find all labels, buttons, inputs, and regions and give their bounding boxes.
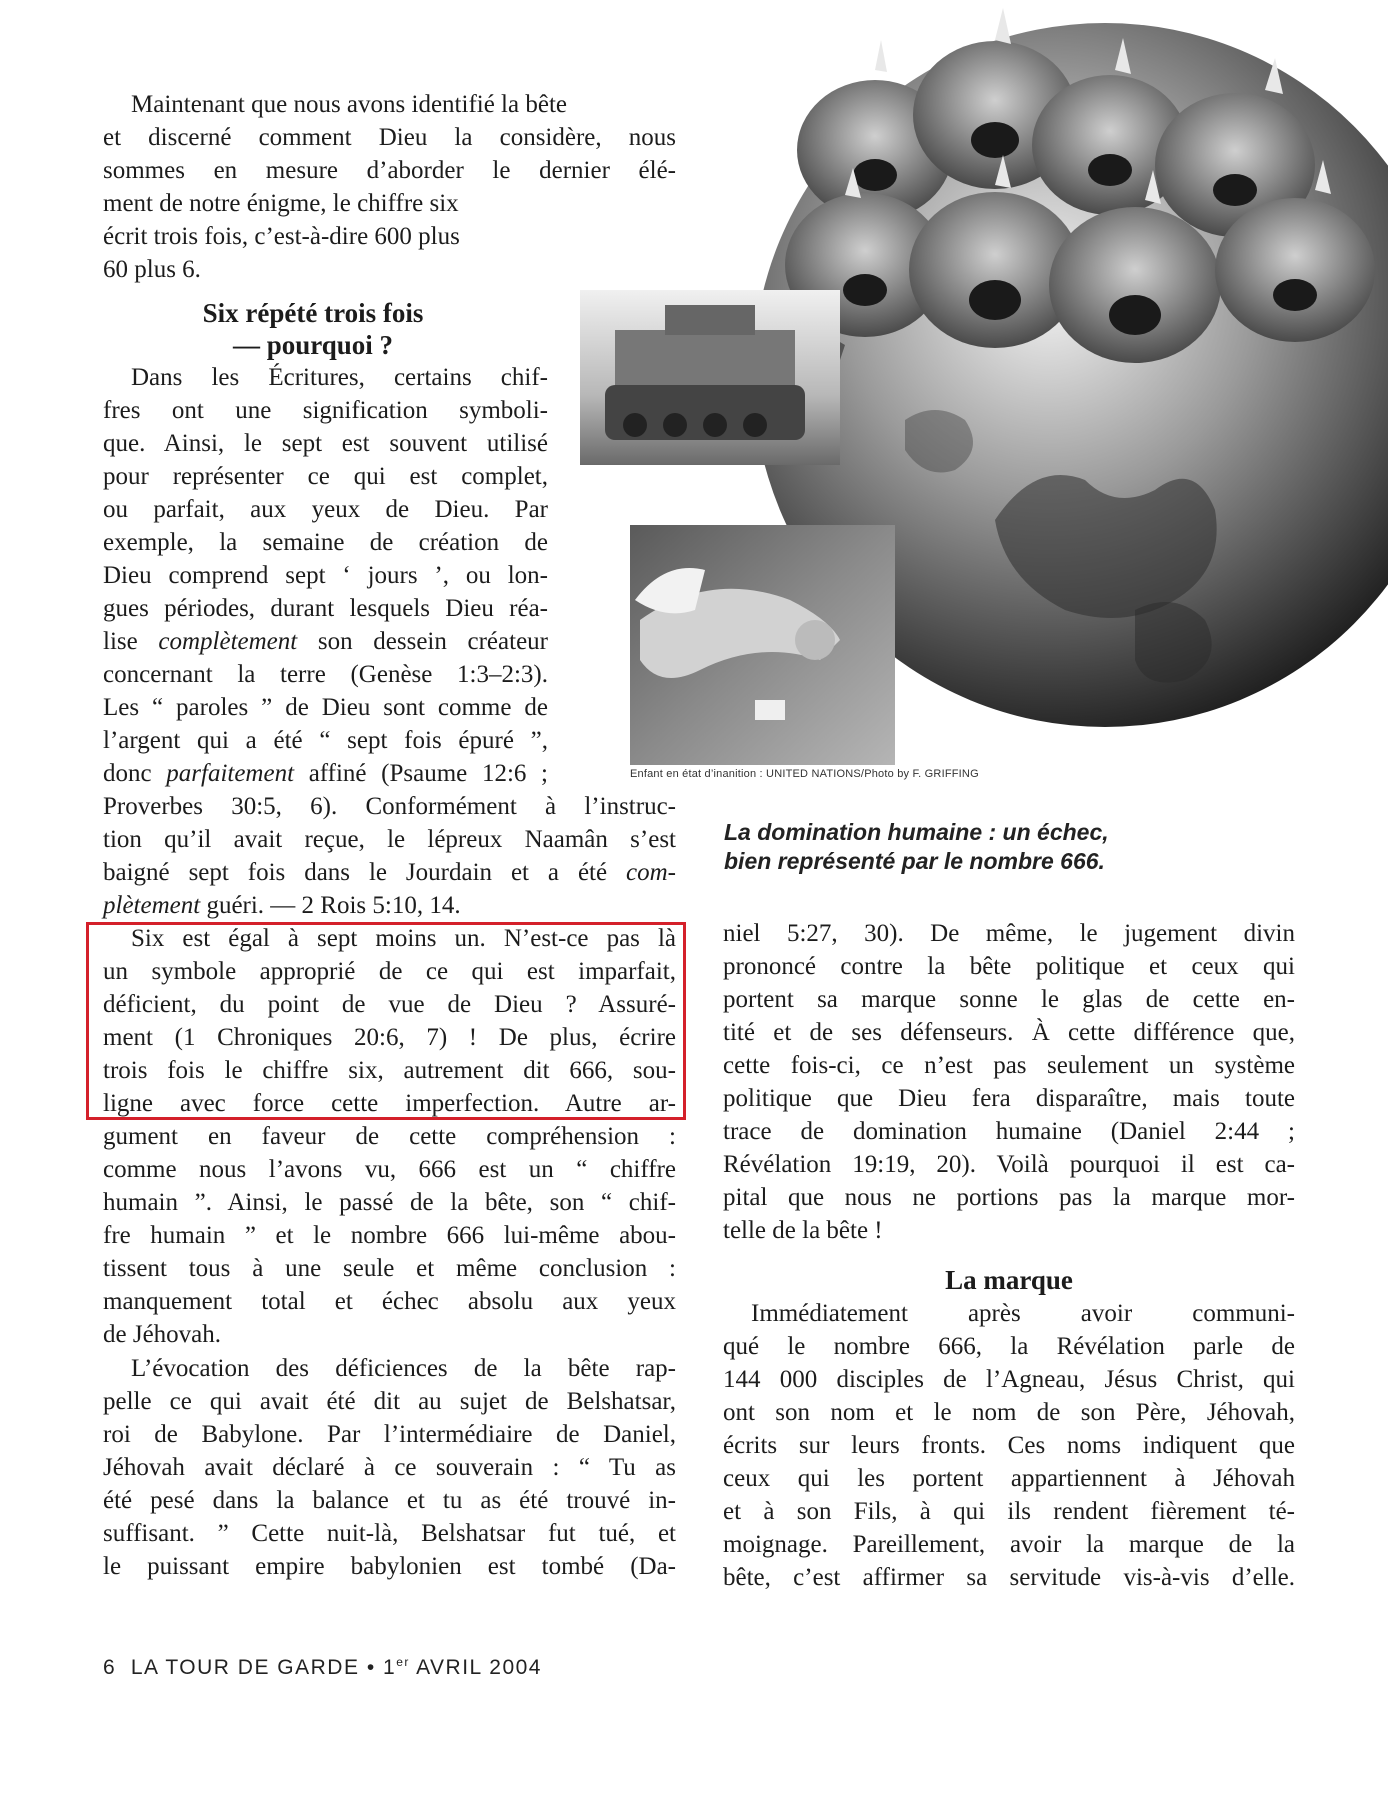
highlighted-passage [103,922,676,1120]
text-line: 144 000 disciples de l’Agneau, Jésus Christ, qui [723,1366,1295,1393]
text-line: tion qu’il avait reçue, le lépreux Naamân s’est [103,826,676,853]
text-line: tissent tous à une seule et même conclusion : [103,1255,676,1282]
text-line: que. Ainsi, le sept est souvent utilisé [103,430,548,457]
page-number: 6 [103,1656,117,1679]
publication-title: LA TOUR DE GARDE [130,1656,360,1679]
text-line: comme nous l’avons vu, 666 est un “ chiffre [103,1156,676,1183]
text-line: Proverbes 30:5, 6). Conformément à l’instruc- [103,793,676,820]
text-line: Six est égal à sept moins un. N’est-ce pas là [131,925,676,952]
footer-bullet: • [366,1656,376,1679]
text-line: suffisant. ” Cette nuit-là, Belshatsar fut tué, et [103,1520,676,1547]
text-line: fre humain ” et le nombre 666 lui-même abou- [103,1222,676,1249]
caption-line: La domination humaine : un échec, [724,819,1109,845]
date-sup: er [396,1655,410,1669]
date-month-year: AVRIL 2004 [416,1656,542,1679]
text-run: son dessein créateur [297,628,548,655]
paragraph-intro [103,88,676,286]
section-heading-la-marque: La marque [945,1265,1073,1295]
text-line: prononcé contre la bête politique et ceux qui [723,953,1295,980]
text-line: niel 5:27, 30). De même, le jugement divin [723,920,1295,947]
text-line: de Jéhovah. [103,1321,222,1348]
caption-line: bien représenté par le nombre 666. [724,848,1105,874]
text-line: qué le nombre 666, la Révélation parle de [723,1333,1295,1360]
text-line: déficient, du point de vue de Dieu ? Assuré- [103,991,676,1018]
paragraph-judgment [723,917,1295,1247]
paragraph-symbolism [103,361,548,790]
text-run: lise [103,628,159,655]
text-run: baigné sept fois dans le Jourdain et a été [103,859,627,886]
text-line: gues périodes, durant lesquels Dieu réa- [103,595,548,622]
text-line: été pesé dans la balance et tu as été trouvé in- [103,1487,676,1514]
emphasis: com- [626,859,676,886]
text-line: Jéhovah avait déclaré à ce souverain : “ Tu as [103,1454,676,1481]
text-line [103,856,676,889]
text-run: donc [103,760,167,787]
text-line: moignage. Pareillement, avoir la marque de la [723,1531,1295,1558]
text-line: un symbole approprié de ce qui est imparfait, [103,958,676,985]
text-line: le puissant empire babylonien est tombé (Da- [103,1553,676,1580]
text-line: l’argent qui a été “ sept fois épuré ”, [103,727,548,754]
text-line: gument en faveur de cette compréhension : [103,1123,676,1150]
text-line: Les “ paroles ” de Dieu sont comme de [103,694,548,721]
text-line [103,1087,676,1120]
text-line: trois fois le chiffre six, autrement dit 666, sou- [103,1057,676,1084]
text-line: L’évocation des déficiences de la bête rap- [131,1355,676,1382]
beast-illustration [575,0,1388,790]
text-line: écrit trois fois, c’est-à-dire 600 plus [103,223,460,250]
text-line [103,757,548,790]
highlighted-end: ligne avec force cette imperfection. [103,1090,540,1117]
text-line: ment de notre énigme, le chiffre six [103,190,459,217]
photo-credit: Enfant en état d’inanition : UNITED NATIONS/Photo by F. GRIFFING [630,768,979,780]
emphasis: parfaitement [166,760,295,787]
text-run: affiné (Psaume 12:6 ; [294,760,548,787]
text-line: exemple, la semaine de création de [103,529,548,556]
section-heading [103,297,523,361]
text-line: fres ont une signification symboli- [103,397,548,424]
text-line: portent sa marque sonne le glas de cette en- [723,986,1295,1013]
heading-line: Six répété trois fois [202,298,424,328]
text-line: telle de la bête ! [723,1217,883,1244]
page-footer [103,1655,542,1680]
text-line: sommes en mesure d’aborder le dernier élé- [103,157,676,184]
text-line: ceux qui les portent appartiennent à Jéhovah [723,1465,1295,1492]
right-column [723,917,1295,1594]
text-line: humain ”. Ainsi, le passé de la bête, son “ chif- [103,1189,676,1216]
date-day: 1 [383,1656,397,1679]
text-line: pelle ce qui avait été dit au sujet de Belshatsar, [103,1388,676,1415]
text-line: concernant la terre (Genèse 1:3–2:3). [103,661,548,688]
text-line: 60 plus 6. [103,256,201,283]
text-line: politique que Dieu fera disparaître, mais toute [723,1085,1295,1112]
text-line: et discerné comment Dieu la considère, nous [103,124,676,151]
text-line: manquement total et échec absolu aux yeux [103,1288,676,1315]
text-line: trace de domination humaine (Daniel 2:44 ; [723,1118,1295,1145]
text-line: bête, c’est affirmer sa servitude vis-à-vis d’elle. [723,1564,1295,1591]
emphasis: plètement [103,892,201,919]
emphasis: complètement [158,628,298,655]
text-line: pour représenter ce qui est complet, [103,463,548,490]
text-line: écrits sur leurs fronts. Ces noms indiquent que [723,1432,1295,1459]
text-line [103,889,676,922]
text-line: ou parfait, aux yeux de Dieu. Par [103,496,548,523]
paragraph-argument [103,1120,676,1351]
text-line [103,625,548,658]
text-line: Maintenant que nous avons identifié la bête [131,91,567,118]
paragraph-belshatsar [103,1352,676,1583]
text-run: guéri. — 2 Rois 5:10, 14. [200,892,461,919]
text-line: Révélation 19:19, 20). Voilà pourquoi il est ca- [723,1151,1295,1178]
text-line: Dieu comprend sept ‘ jours ’, ou lon- [103,562,548,589]
text-line: tité et de ses défenseurs. À cette différence que, [723,1019,1295,1046]
paragraph-symbolism-cont [103,790,676,922]
text-line: ont son nom et le nom de son Père, Jéhovah, [723,1399,1295,1426]
text-line: roi de Babylone. Par l’intermédiaire de Daniel, [103,1421,676,1448]
text-line: pital que nous ne portions pas la marque mor- [723,1184,1295,1211]
paragraph-mark [723,1297,1295,1594]
text-line: Dans les Écritures, certains chif- [131,364,548,391]
heading-line: — pourquoi ? [232,330,394,360]
left-column [103,88,676,1583]
image-caption [724,818,1284,876]
text-line: Immédiatement après avoir communi- [751,1300,1295,1327]
text-line: et à son Fils, à qui ils rendent fièrement té- [723,1498,1295,1525]
issue-date [383,1656,542,1679]
text-line: cette fois-ci, ce n’est pas seulement un système [723,1052,1295,1079]
text-run: Autre ar- [539,1090,676,1117]
text-line: ment (1 Chroniques 20:6, 7) ! De plus, écrire [103,1024,676,1051]
